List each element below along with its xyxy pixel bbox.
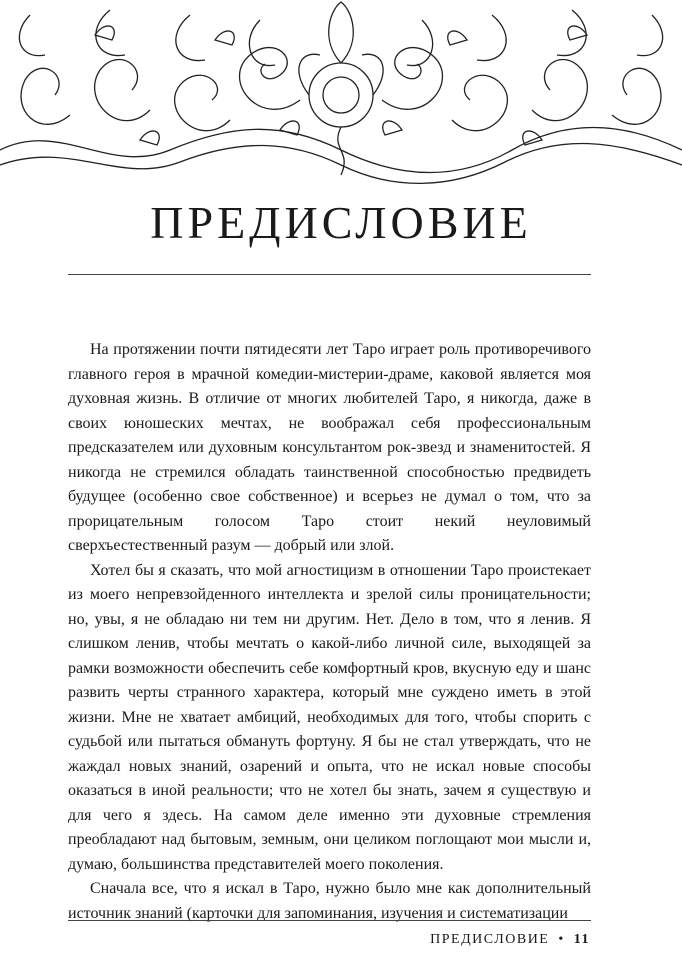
page-title: ПРЕДИСЛОВИЕ [150,197,532,248]
paragraph: На протяжении почти пятидесяти лет Таро играет роль противоречивого главного героя в мрачной комедии-мистерии-драме, каковой является моя духовная жизнь. В отличие от многих любителей Таро, я никогда, даже в своих юношеских мечтах, не воображал себя профессиональным предсказателем или духовным консультантом рок-звезд и знаменитостей. Я никогда не стремился обладать таинственной способностью предвидеть будущее (особенно свое собственное) и всерьез не думал о том, что за прорицательным голосом Таро стоит некий неуловимый сверхъестественный разум — добрый или злой. [68,341,591,554]
footer-separator: • [558,932,565,947]
page-number: 11 [573,932,590,947]
floral-ornament-icon [0,0,682,190]
running-footer [430,932,590,948]
footer-section: ПРЕДИСЛОВИЕ [430,932,550,947]
paragraph: Хотел бы я сказать, что мой агностицизм в отношении Таро проистекает из моего непревзойденного интеллекта и зрелой силы проницательности; но, увы, я не обладаю ни тем ни другим. Нет. Дело в том, что я ленив. Я слишком ленив, чтобы мечтать о какой-либо личной силе, выходящей за рамки возможности обеспечить себе комфортный кров, вкусную еду и шанс развить черты странного характера, который мне суждено иметь в этой жизни. Мне не хватает амбиций, необходимых для того, чтобы спорить с судьбой или пытаться обмануть фортуну. Я бы не стал утверждать, что не жаждал новых знаний, озарений и опыта, что не искал новые способы оказаться в иной реальности; что не хотел бы знать, зачем я существую и для чего я здесь. На самом деле именно эти духовные стремления преобладают над бытовым, земным, они целиком поглощают мои мысли и, думаю, большинства представителей моего поколения. [68,561,591,873]
title-divider [68,274,591,275]
body-text [68,338,591,926]
paragraph: Сначала все, что я искал в Таро, нужно было мне как дополнительный источник знаний (карточки для запоминания, изучения и систематизации [68,880,591,922]
footer-divider [68,920,591,921]
